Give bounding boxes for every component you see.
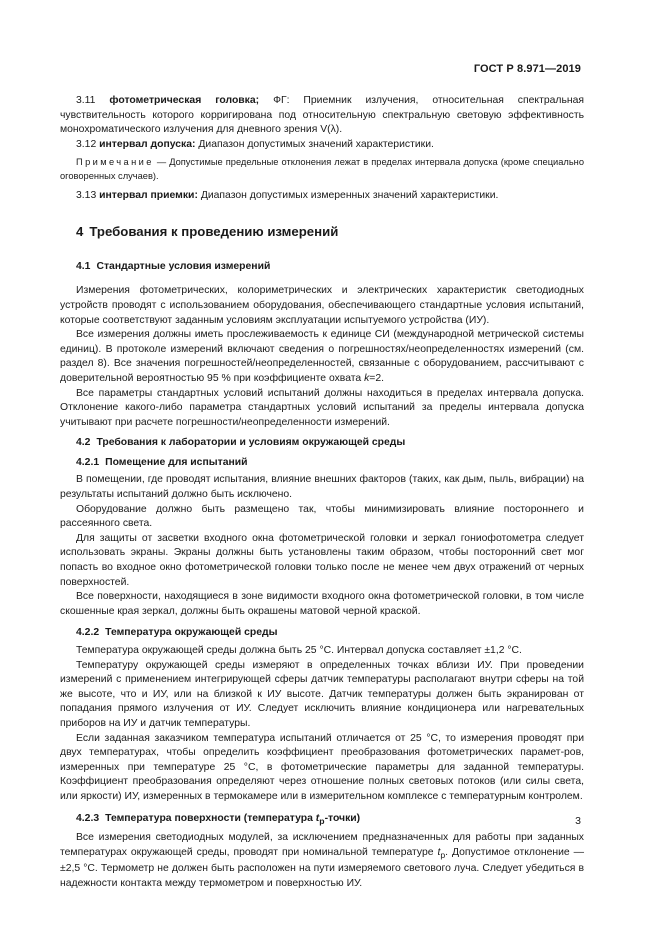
definition-3-13	[60, 189, 584, 204]
section-title: Помещение для испытаний	[105, 456, 248, 468]
section-title: -точки)	[324, 812, 361, 824]
section-number: 4.2.2	[76, 627, 100, 639]
definition-number: 3.12	[76, 138, 97, 150]
section-4-heading	[60, 225, 584, 240]
note-label: Примечание	[76, 157, 154, 168]
temperature-symbol: t	[315, 812, 320, 824]
section-number: 4	[76, 224, 84, 240]
definition-text: ФГ: Приемник излучения, относительная спектральная чувствительность которого корригирована под относительную спектральную световую эффективность монохроматического излучения для дневного зрения V(λ).	[60, 95, 585, 136]
paragraph: Если заданная заказчиком температура испытаний отличается от 25 °С, то измерения проводят при двух температурах, чтобы определить коэффициент преобразования фотометрических парамет-ров, измеренных при температуре 25 °С, в фотометрические параметры для заданной температуры. Коэффициент преобразования определяют через отношение полных световых потоков (или силы света, или яркости) ИУ, измеренных в термокамере или в измерительном комплексе с температурным контролем.	[60, 732, 584, 802]
section-4-2-3-heading	[60, 812, 584, 829]
paragraph: Температуру окружающей среды измеряют в определенных точках вблизи ИУ. При проведении измерений с применением интегрирующей сферы датчик температуры располагают внутри сферы на той же высоте, что и ИУ, или на близкой к ИУ высоте. Датчик температуры должен быть экранирован от попадания прямого излучения от ИУ. Следует исключить влияние кондиционера или нагревательных приборов на ИУ и датчик температуры.	[60, 659, 584, 729]
page-content	[60, 94, 584, 892]
section-4-1-heading	[60, 260, 584, 275]
paragraph: Температура окружающей среды должна быть 25 °С. Интервал допуска составляет ±1,2 °С.	[76, 645, 522, 656]
section-4-2-heading	[60, 436, 584, 451]
paragraph: Все поверхности, находящиеся в зоне видимости входного окна фотометрической головки, в том числе скошенные края зеркал, должны быть окрашены матовой черной краской.	[60, 591, 584, 617]
definition-text: Диапазон допустимых значений характеристики.	[198, 138, 434, 150]
paragraph-text: Все измерения должны иметь прослеживаемость к единице СИ (международной метрической системы единиц). В протоколе измерений включают сведения о погрешностях/неопределенностях измерений (см. раздел 8). Все значения погрешностей/неопределенностей, связанные с оборудованием, рассчитывают с доверительной вероятностью 95 % при коэффициенте охвата	[60, 329, 584, 384]
section-title: Стандартные условия измерений	[96, 260, 271, 272]
definition-term: интервал приемки:	[99, 189, 198, 201]
section-title: Требования к проведению измерений	[89, 224, 339, 240]
coverage-factor-symbol: k	[364, 372, 370, 384]
definition-term: интервал допуска:	[99, 138, 196, 150]
paragraph: Оборудование должно быть размещено так, чтобы минимизировать влияние постороннего и рассеянного света.	[60, 503, 584, 530]
section-number: 4.2	[76, 437, 91, 449]
paragraph: Все параметры стандартных условий испытаний должны находиться в пределах интервала допуска. Отклонение какого-либо параметра стандартных условий испытаний за пределы интервала допуска учитывают при расчете погрешности/неопределенности измерений.	[60, 387, 584, 428]
note-text: — Допустимые предельные отклонения лежат в пределах интервала допуска (кроме специально оговоренных случаев).	[60, 157, 584, 181]
definition-number: 3.13	[76, 189, 97, 201]
section-number: 4.1	[76, 260, 91, 272]
definition-3-12	[60, 138, 584, 153]
section-title: Температура окружающей среды	[105, 627, 278, 639]
section-number: 4.2.1	[76, 456, 100, 468]
temperature-subscript: p	[440, 849, 446, 860]
note	[60, 156, 584, 183]
section-number: 4.2.3	[76, 812, 100, 824]
section-4-2-2-heading	[60, 626, 584, 641]
paragraph: Для защиты от засветки входного окна фотометрической головки и зеркал гониофотометра следует использовать экраны. Экраны должны быть установлены таким образом, чтобы посторонний свет мог попасть во входное окно фотометрической головки только после не менее чем двух отражений от черных поверхностей.	[60, 532, 584, 588]
standard-header: ГОСТ Р 8.971—2019	[473, 63, 581, 75]
paragraph	[60, 831, 584, 891]
definition-3-11	[60, 94, 584, 138]
paragraph	[60, 328, 584, 386]
paragraph: Измерения фотометрических, колориметрических и электрических характеристик светодиодных устройств проводят с использованием оборудования, обеспечивающего стандартные условия испытаний, которые соответствуют заданным условиям эксплуатации испытуемого устройства (ИУ).	[60, 285, 584, 326]
temperature-symbol: t	[437, 846, 441, 858]
temperature-subscript: p	[319, 815, 325, 826]
section-title: Температура поверхности (температура	[105, 812, 316, 824]
definition-term: фотометрическая головка;	[109, 95, 260, 106]
paragraph-text: Все измерения светодиодных модулей, за исключением предназначенных для работы при заданных температурах окружающей среды, проводят при номинальной температуре	[60, 832, 584, 858]
section-4-2-1-heading	[60, 456, 584, 471]
section-title: Требования к лаборатории и условиям окружающей среды	[96, 437, 406, 449]
definition-text: Диапазон допустимых измеренных значений характеристики.	[200, 189, 499, 201]
paragraph: В помещении, где проводят испытания, влияние внешних факторов (таких, как дым, пыль, вибрации) на результаты испытаний должно быть исключено.	[60, 474, 584, 501]
page-number: 3	[575, 815, 581, 827]
paragraph-text: =2.	[369, 372, 385, 384]
paragraph-text: . Допустимое отклонение — ±2,5 °С. Термометр не должен быть расположен на пути измеряемого светового луча. Следует убедиться в надежности контакта между термометром и поверхностью ИУ.	[60, 846, 584, 890]
definition-number: 3.11	[76, 95, 96, 106]
